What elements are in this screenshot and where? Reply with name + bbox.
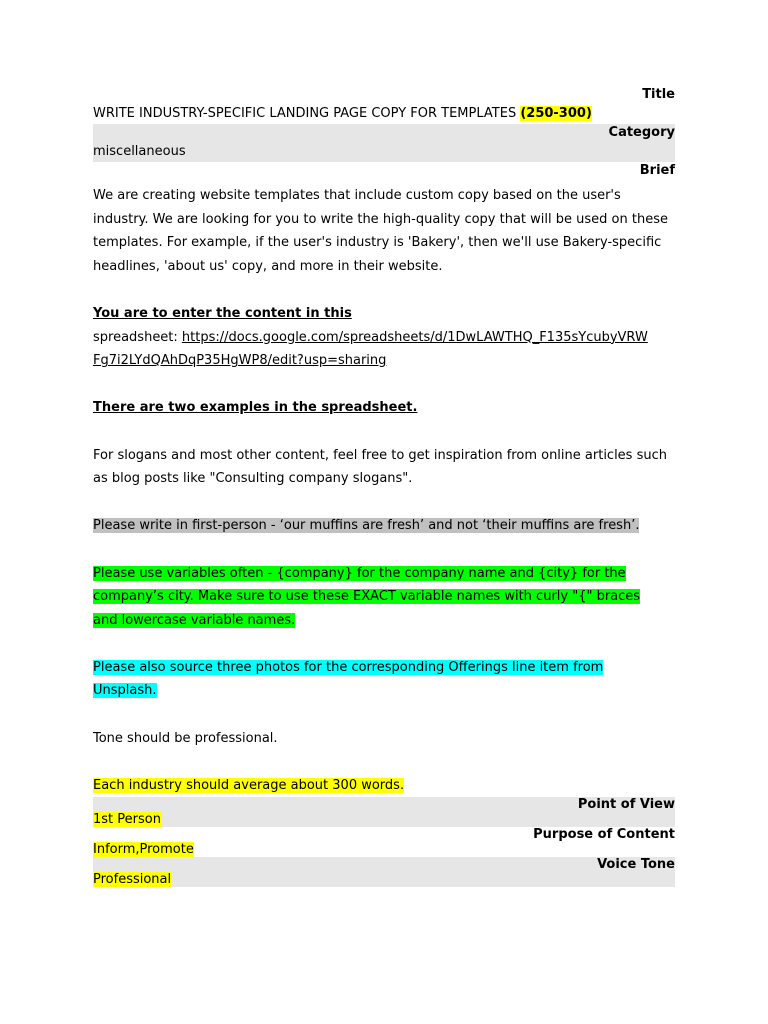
purpose-label: Purpose of Content	[533, 827, 675, 843]
first-person-paragraph: Please write in first-person - ‘our muffins are fresh’ and not ‘their muffins are fresh’.	[93, 518, 640, 534]
category-band	[93, 124, 675, 162]
enter-content-heading: You are to enter the content in this	[93, 305, 352, 321]
metadata-block	[93, 797, 675, 887]
purpose-value: Inform,Promote	[93, 842, 194, 858]
spreadsheet-line	[93, 326, 675, 373]
pov-band	[93, 797, 675, 827]
pov-label: Point of View	[577, 797, 675, 813]
brief-paragraph: We are creating website templates that include custom copy based on the user's industry. We are looking for you to write the high-quality copy that will be used on these templates. For example, if the user's industry is 'Bakery', then we'll use Bakery-specific headlines, 'about us' copy, and more in their website.	[93, 188, 668, 274]
brief-label: Brief	[639, 163, 675, 178]
word-count-paragraph: Each industry should average about 300 words.	[93, 777, 405, 793]
title-word-count: (250-300)	[520, 106, 592, 121]
voice-band	[93, 857, 675, 887]
voice-label: Voice Tone	[597, 857, 675, 873]
tone-paragraph: Tone should be professional.	[93, 730, 278, 746]
category-value: miscellaneous	[93, 144, 186, 159]
spreadsheet-link[interactable]: https://docs.google.com/spreadsheets/d/1DwLAWTHQ_F135sYcubyVRW Fg7i2LYdQAhDqP35HgWP8/edit?usp=sharing	[93, 329, 648, 369]
examples-heading: There are two examples in the spreadsheet.	[93, 400, 418, 416]
voice-value: Professional	[93, 872, 172, 888]
title-label: Title	[642, 87, 675, 102]
title-value	[93, 104, 675, 124]
title-text: WRITE INDUSTRY-SPECIFIC LANDING PAGE COPY FOR TEMPLATES	[93, 106, 521, 121]
purpose-band	[93, 827, 675, 857]
variables-paragraph: Please use variables often - {company} for the company name and {city} for the company’s city. Make sure to use these EXACT variable names with curly "{" braces and lowercase variable names.	[93, 565, 641, 628]
pov-value: 1st Person	[93, 812, 161, 828]
category-label: Category	[608, 125, 675, 140]
brief-body	[93, 184, 675, 797]
photos-paragraph: Please also source three photos for the corresponding Offerings line item from Unsplash.	[93, 659, 604, 699]
slogans-paragraph: For slogans and most other content, feel free to get inspiration from online articles such as blog posts like "Consulting company slogans".	[93, 447, 667, 487]
spreadsheet-prefix: spreadsheet:	[93, 329, 182, 345]
document-page	[93, 86, 675, 887]
